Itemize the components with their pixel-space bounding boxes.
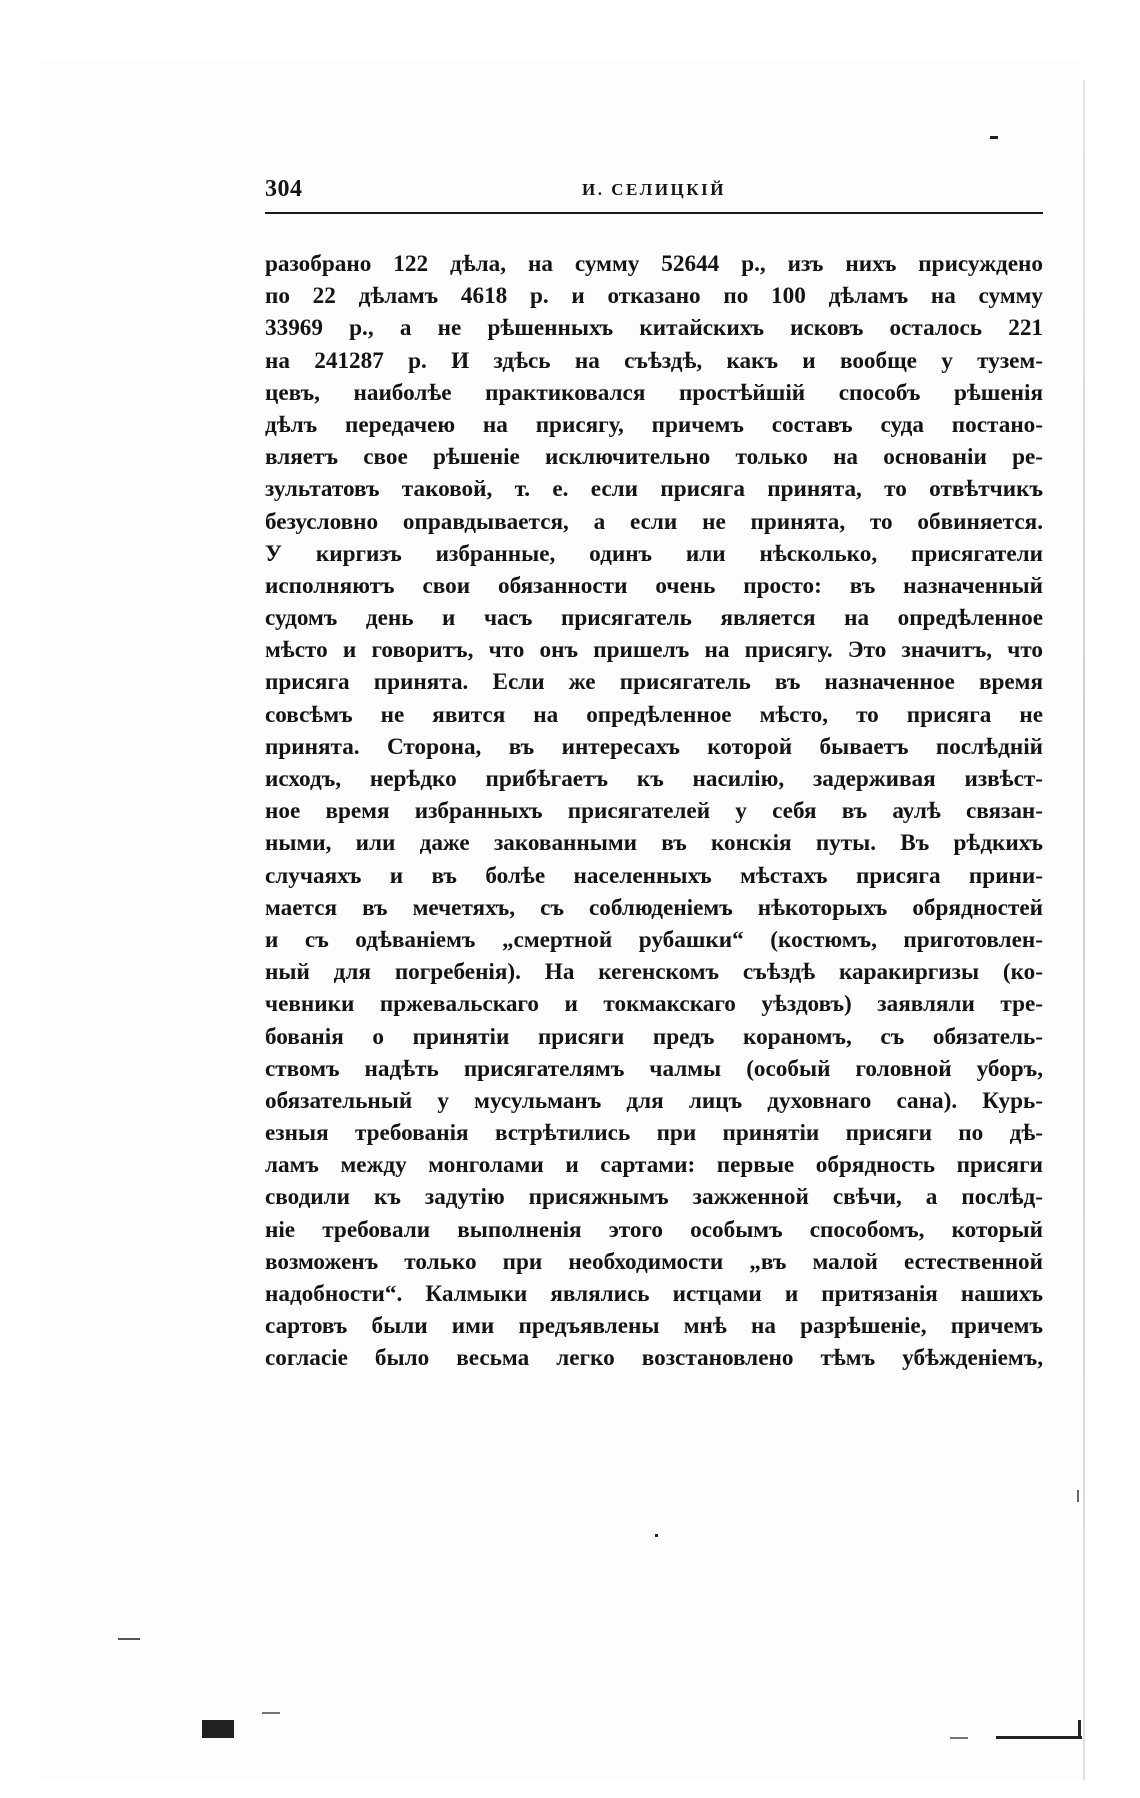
text-line: мѣсто и говоритъ, что онъ пришелъ на присягу. Это значитъ, что — [265, 637, 1043, 664]
text-line: исполняютъ свои обязанности очень просто: въ назначенный — [265, 572, 1043, 599]
text-line: возможенъ только при необходимости „въ малой естественной — [265, 1248, 1043, 1275]
text-line: случаяхъ и въ болѣе населенныхъ мѣстахъ присяга прини- — [265, 862, 1043, 889]
text-line: безусловно оправдывается, а если не принята, то обвиняется. — [265, 508, 1043, 535]
text-line: обязательный у мусульманъ для лицъ духовнаго сана). Курь- — [265, 1087, 1043, 1114]
text-line: совсѣмъ не явится на опредѣленное мѣсто, то присяга не — [265, 701, 1043, 728]
scan-artifact-dash — [118, 1638, 140, 1640]
text-line: сартовъ были ими предъявлены мнѣ на разрѣшеніе, причемъ — [265, 1313, 1043, 1340]
text-line: бованія о принятіи присяги предъ кораномъ, съ обязатель- — [265, 1023, 1043, 1050]
text-line: 33969 р., а не рѣшенныхъ китайскихъ исковъ осталось 221 — [265, 315, 1043, 342]
text-line: и съ одѣваніемъ „смертной рубашки“ (костюмъ, приготовлен- — [265, 926, 1043, 953]
text-line: зультатовъ таковой, т. е. если присяга принята, то отвѣтчикъ — [265, 476, 1043, 503]
text-line: ніе требовали выполненія этого особымъ способомъ, который — [265, 1216, 1043, 1243]
text-line: ный для погребенія). На кегенскомъ съѣздѣ каракиргизы (ко- — [265, 959, 1043, 986]
text-line: надобности“. Калмыки являлись истцами и притязанія нашихъ — [265, 1281, 1043, 1307]
text-line: на 241287 р. И здѣсь на съѣздѣ, какъ и вообще у тузем- — [265, 347, 1043, 374]
scan-artifact-top — [990, 136, 998, 139]
header-rule — [265, 212, 1043, 214]
text-line: мается въ мечетяхъ, съ соблюденіемъ нѣкоторыхъ обрядностей — [265, 894, 1043, 921]
page-number: 304 — [265, 176, 303, 202]
scan-artifact-dot — [655, 1534, 658, 1537]
scan-artifact-dots-left — [262, 1712, 280, 1714]
text-line: ное время избранныхъ присягателей у себя въ аулѣ связан- — [265, 798, 1043, 825]
text-line: езныя требованія встрѣтились при принятіи присяги по дѣ- — [265, 1120, 1043, 1147]
page-edge-shadow — [1083, 80, 1085, 1780]
running-head: И. СЕЛИЦКІЙ — [582, 180, 726, 199]
text-line: разобрано 122 дѣла, на сумму 52644 р., изъ нихъ присуждено — [265, 251, 1043, 277]
text-line: исходъ, нерѣдко прибѣгаетъ къ насилію, задерживая извѣст- — [265, 766, 1043, 792]
text-line: ламъ между монголами и сартами: первые обрядность присяги — [265, 1152, 1043, 1179]
text-line: У киргизъ избранные, одинъ или нѣсколько, присягатели — [265, 540, 1043, 567]
text-line: чевники пржевальскаго и токмакскаго уѣздовъ) заявляли тре- — [265, 991, 1043, 1018]
text-line: вляетъ свое рѣшеніе исключительно только на основаніи ре- — [265, 444, 1043, 471]
body-text — [265, 248, 1043, 1375]
text-line: принята. Сторона, въ интересахъ которой бываетъ послѣдній — [265, 733, 1043, 760]
scan-artifact-edge-tick — [1077, 1490, 1079, 1502]
scan-artifact-bottom-line — [996, 1736, 1082, 1739]
page-header — [265, 172, 1043, 212]
text-line: по 22 дѣламъ 4618 р. и отказано по 100 дѣламъ на сумму — [265, 283, 1043, 310]
text-line: ствомъ надѣть присягателямъ чалмы (особый головной уборъ, — [265, 1055, 1043, 1082]
scan-artifact-edge-tick — [1078, 1720, 1081, 1738]
scan-artifact-dots-right — [950, 1737, 968, 1739]
scan-artifact-block — [202, 1720, 234, 1738]
text-line: дѣлъ передачею на присягу, причемъ составъ суда постано- — [265, 411, 1043, 438]
text-line: цевъ, наиболѣе практиковался простѣйшій способъ рѣшенія — [265, 379, 1043, 406]
text-line: ными, или даже закованными въ конскія путы. Въ рѣдкихъ — [265, 830, 1043, 857]
text-line: согласіе было весьма легко возстановлено тѣмъ убѣжденіемъ, — [265, 1345, 1043, 1372]
text-line: присяга принята. Если же присягатель въ назначенное время — [265, 669, 1043, 696]
text-line: судомъ день и часъ присягатель является на опредѣленное — [265, 605, 1043, 632]
text-line: сводили къ задутію присяжнымъ зажженной свѣчи, а послѣд- — [265, 1184, 1043, 1211]
